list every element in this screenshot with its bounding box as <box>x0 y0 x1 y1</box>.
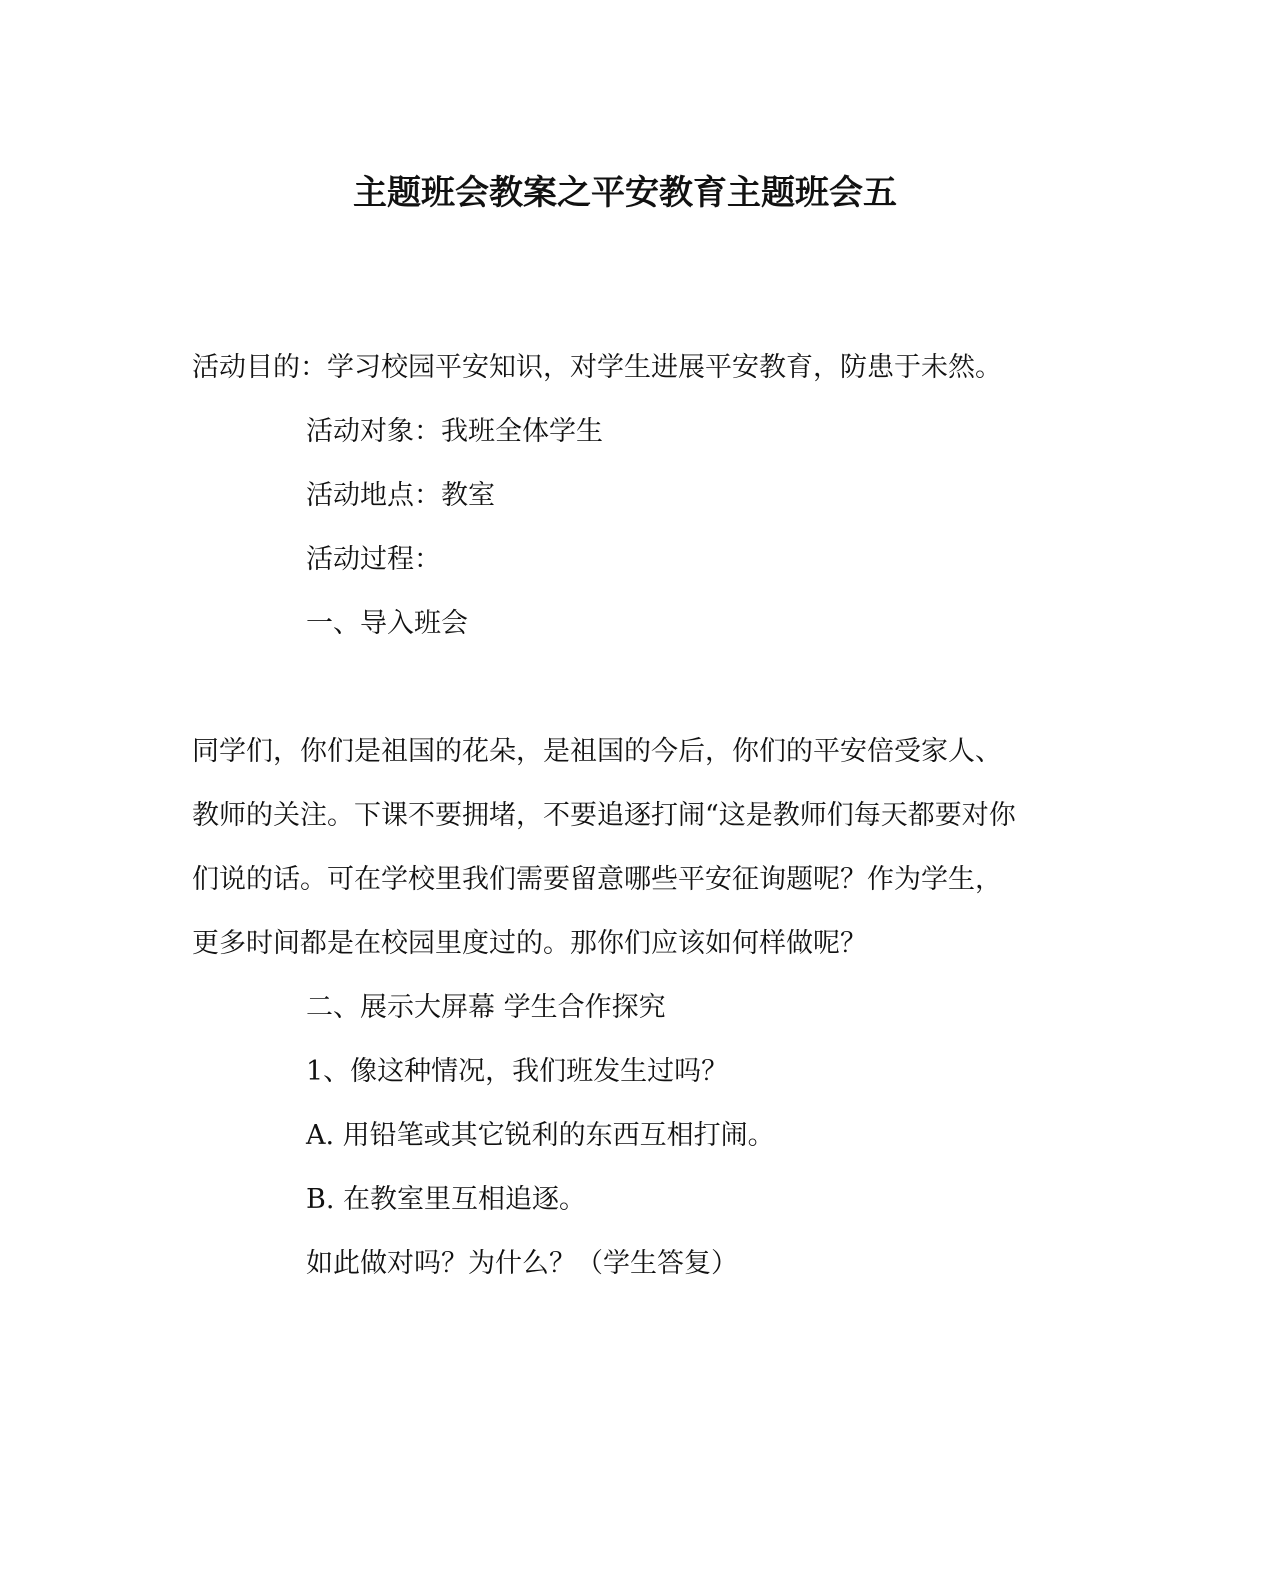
heading-section-one: 一、导入班会 <box>306 608 468 639</box>
paragraph-activity-target: 活动对象：我班全体学生 <box>306 416 603 447</box>
option-b: B. 在教室里互相追逐。 <box>306 1184 587 1215</box>
paragraph-intro-line-2: 教师的关注。下课不要拥堵，不要追逐打闹“这是教师们每天都要对你 <box>192 800 1016 831</box>
paragraph-intro-line-4: 更多时间都是在校园里度过的。那你们应该如何样做呢？ <box>192 928 867 959</box>
option-a: A. 用铅笔或其它锐利的东西互相打闹。 <box>306 1120 775 1151</box>
paragraph-activity-process: 活动过程： <box>306 544 441 575</box>
question-one: 1、像这种情况，我们班发生过吗？ <box>306 1056 729 1087</box>
paragraph-intro-line-3: 们说的话。可在学校里我们需要留意哪些平安征询题呢？作为学生， <box>192 864 1002 895</box>
follow-up-question: 如此做对吗？为什么？（学生答复） <box>306 1248 738 1279</box>
paragraph-activity-location: 活动地点：教室 <box>306 480 495 511</box>
paragraph-activity-purpose: 活动目的：学习校园平安知识，对学生进展平安教育，防患于未然。 <box>192 352 1002 383</box>
document-title: 主题班会教案之平安教育主题班会五 <box>353 173 897 213</box>
heading-section-two: 二、展示大屏幕 学生合作探究 <box>306 992 666 1023</box>
paragraph-intro-line-1: 同学们，你们是祖国的花朵，是祖国的今后，你们的平安倍受家人、 <box>192 736 1002 767</box>
